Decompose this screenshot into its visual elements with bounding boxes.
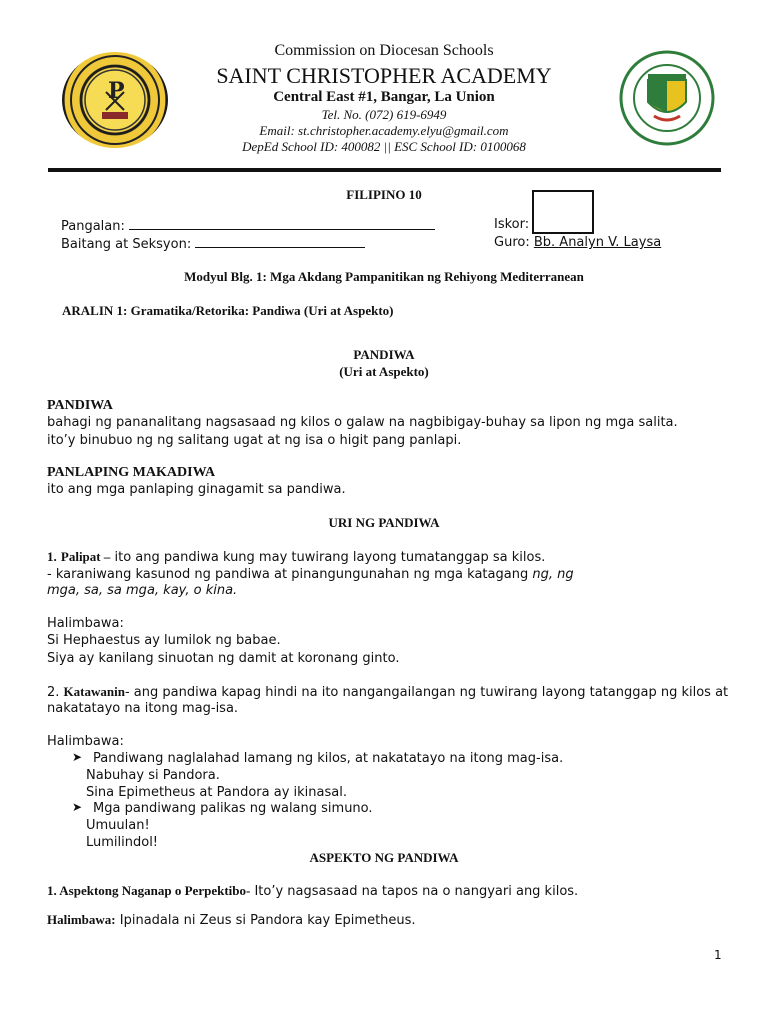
palipat-number: 1. [47,549,57,564]
katawanin-definition-continued: nakatatayo na itong mag-isa. [47,701,239,716]
palipat-note [47,566,574,583]
panlapi-definition: ito ang mga panlaping ginagamit sa pandiwa. [47,482,346,497]
katawanin-term: Katawanin [63,684,125,699]
katawanin-bullet-1-example-1: Nabuhay si Pandora. [86,768,220,783]
name-label: Pangalan: [61,219,125,234]
score-label: Iskor: [494,217,530,232]
palipat-example-1: Si Hephaestus ay lumilok ng babae. [47,633,281,648]
katawanin-halimbawa: Halimbawa: [47,734,124,749]
pandiwa-heading: PANDIWA [47,398,113,413]
palipat-term: Palipat – [60,549,111,564]
arrow-bullet-icon: ➤ [72,800,83,814]
panlapi-heading: PANLAPING MAKADIWA [47,465,216,480]
katawanin-definition [47,683,728,701]
katawanin-number: 2. [47,685,60,700]
school-ids: DepEd School ID: 400082 || ESC School ID: 0100068 [242,139,526,154]
teacher-field [494,234,661,251]
school-name: SAINT CHRISTOPHER ACADEMY [216,63,552,88]
katawanin-bullet-2: Mga pandiwang palikas ng walang simuno. [93,801,373,816]
aspekto-1-definition [47,882,578,900]
katawanin-def: - ang pandiwa kapag hindi na ito nangangailangan ng tuwirang layong tatanggap ng kilos at [124,685,729,700]
katawanin-bullet-1: Pandiwang naglalahad lamang ng kilos, at nakatatayo na itong mag-isa. [93,751,564,766]
subject-title: FILIPINO 10 [346,187,422,202]
module-title: Modyul Blg. 1: Mga Akdang Pampanitikan ng Rehiyong Mediterranean [184,269,584,284]
palipat-note-text: - karaniwang kasunod ng pandiwa at pinangungunahan ng mga katagang [47,567,533,582]
pandiwa-composition: ito’y binubuo ng ng salitang ugat at ng isa o higit pang panlapi. [47,433,462,448]
aspekto-heading: ASPEKTO NG PANDIWA [309,850,459,865]
topic-subtitle: (Uri at Aspekto) [339,364,429,379]
teacher-label: Guro: [494,235,530,250]
page-number: 1 [714,948,722,962]
aspekto-1-term: 1. Aspektong Naganap o Perpektibo- [47,883,251,898]
palipat-note-italic: ng, ng [532,567,574,582]
palipat-def: ito ang pandiwa kung may tuwirang layong tumatanggap sa kilos. [110,550,546,565]
section-blank-line [195,234,365,248]
palipat-example-2: Siya ay kanilang sinuotan ng damit at koronang ginto. [47,651,400,666]
score-box [532,190,594,234]
palipat-halimbawa: Halimbawa: [47,616,124,631]
section-field [61,234,365,253]
svg-text:P: P [108,78,125,104]
katawanin-bullet-2-example-2: Lumilindol! [86,835,159,850]
arrow-bullet-icon: ➤ [72,750,83,764]
school-address: Central East #1, Bangar, La Union [273,89,495,105]
school-telephone: Tel. No. (072) 619-6949 [321,107,447,122]
aspekto-1-def: Ito’y nagsasaad na tapos na o nangyari ang kilos. [250,884,579,899]
school-email: Email: st.christopher.academy.elyu@gmail.com [259,123,509,138]
header-rule [48,168,721,172]
palipat-note-continued: mga, sa, sa mga, kay, o kina. [47,583,238,598]
commission-name: Commission on Diocesan Schools [274,42,494,59]
name-field [61,216,435,235]
teacher-name: Bb. Analyn V. Laysa [533,235,662,250]
katawanin-bullet-2-example-1: Umuulan! [86,818,150,833]
aspekto-1-example-label: Halimbawa: [47,912,116,927]
section-label: Baitang at Seksyon: [61,237,192,252]
topic-title: PANDIWA [353,347,415,362]
uri-heading: URI NG PANDIWA [328,515,440,530]
katawanin-bullet-1-example-2: Sina Epimetheus at Pandora ay ikinasal. [86,785,347,800]
lesson-title: ARALIN 1: Gramatika/Retorika: Pandiwa (Uri at Aspekto) [62,303,394,318]
palipat-definition [47,548,545,566]
name-blank-line [129,216,435,230]
aspekto-1-example [47,911,416,929]
aspekto-1-example-text: Ipinadala ni Zeus si Pandora kay Epimetheus. [115,913,416,928]
pandiwa-definition: bahagi ng pananalitang nagsasaad ng kilos o galaw na nagbibigay-buhay sa lipon ng mga salita. [47,415,678,430]
